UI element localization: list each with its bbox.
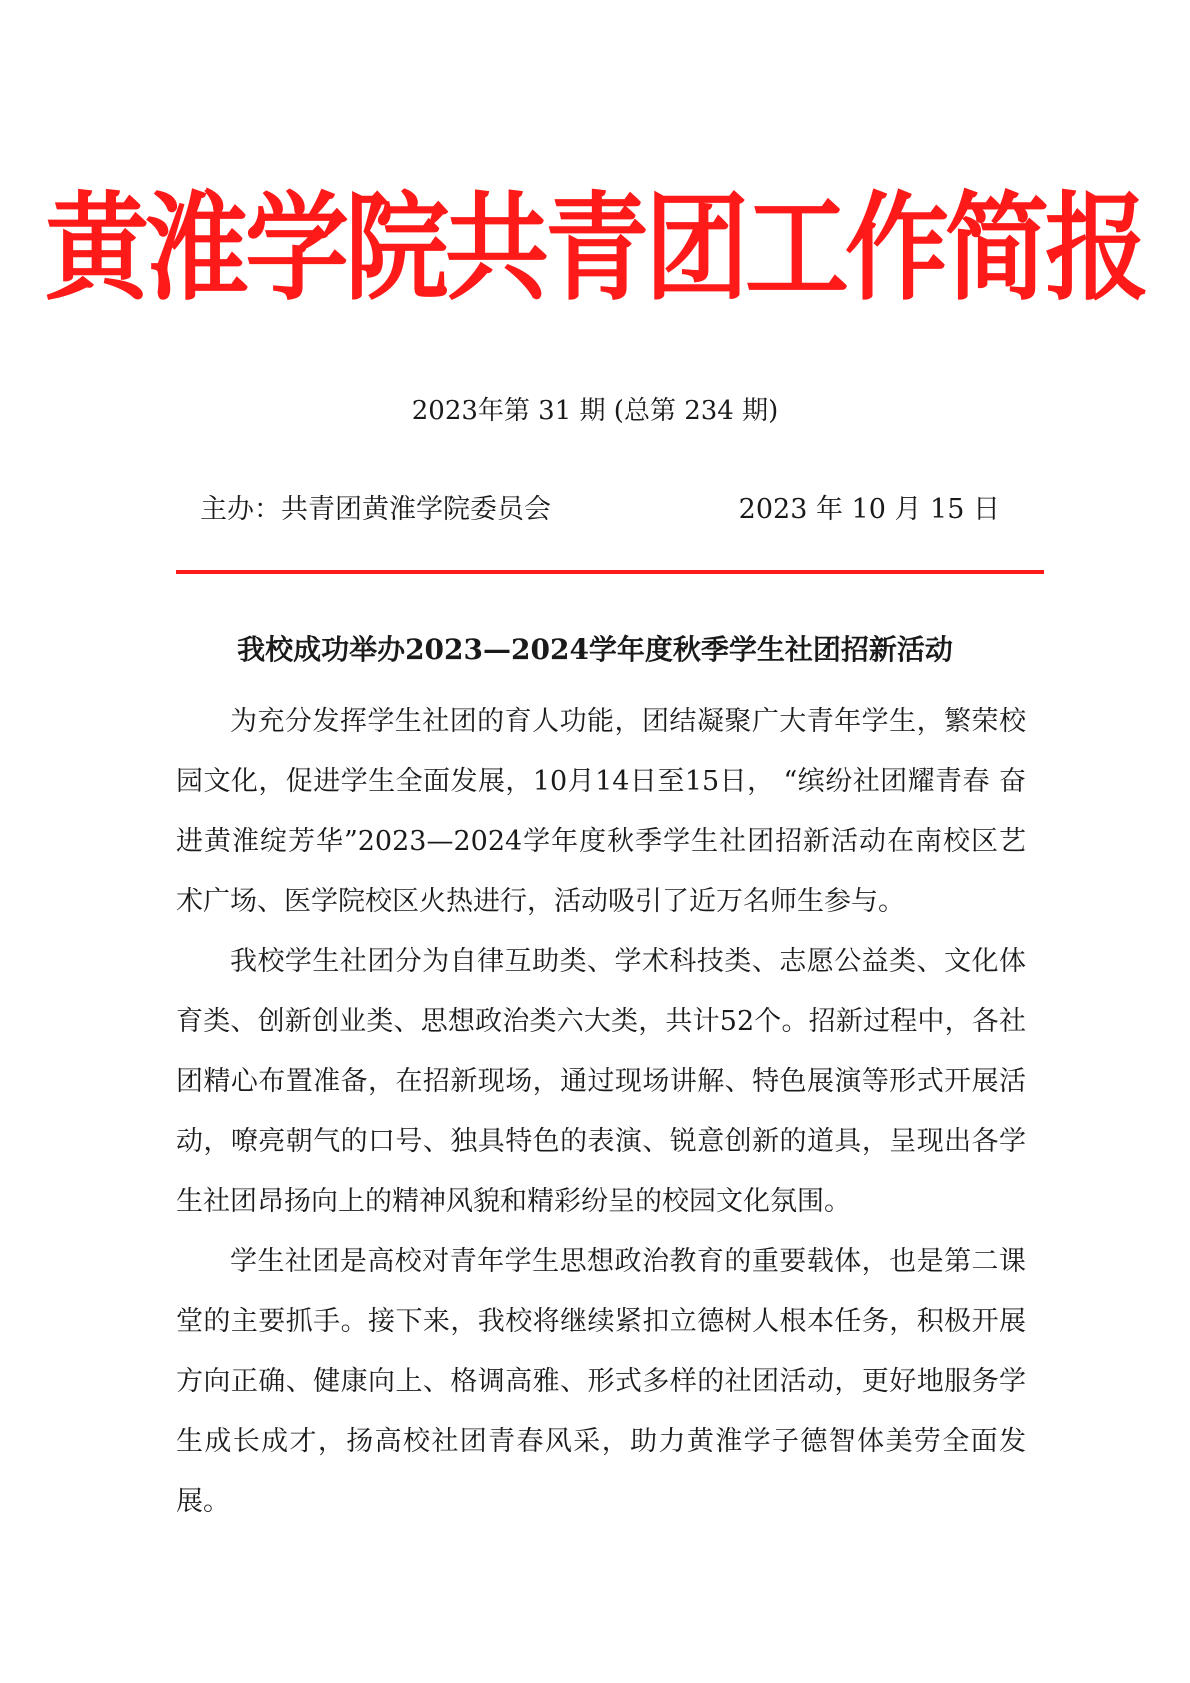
- publication-date: 2023 年 10 月 15 日: [738, 494, 1000, 525]
- article-paragraph: 我校学生社团分为自律互助类、学术科技类、志愿公益类、文化体育类、创新创业类、思想政治类六大类，共计52个。招新过程中，各社团精心布置准备，在招新现场，通过现场讲解、特色展演等形式开展活动，嘹亮朝气的口号、独具特色的表演、锐意创新的道具，呈现出各学生社团昂扬向上的精神风貌和精彩纷呈的校园文化氛围。: [176, 946, 1026, 1217]
- article-body: [176, 692, 1026, 1532]
- article-paragraph: 学生社团是高校对青年学生思想政治教育的重要载体，也是第二课堂的主要抓手。接下来，我校将继续紧扣立德树人根本任务，积极开展方向正确、健康向上、格调高雅、形式多样的社团活动，更好地服务学生成长成才，扬高校社团青春风采，助力黄淮学子德智体美劳全面发展。: [176, 1246, 1026, 1517]
- article-title: 我校成功举办2023—2024学年度秋季学生社团招新活动: [237, 633, 953, 666]
- red-divider: [176, 570, 1044, 574]
- masthead-title: 黄淮学院共青团工作简报: [44, 180, 1145, 317]
- issue-number: 2023年第 31 期 (总第 234 期): [411, 396, 779, 426]
- organizer-line: 主办：共青团黄淮学院委员会: [200, 494, 551, 525]
- article-paragraph: 为充分发挥学生社团的育人功能，团结凝聚广大青年学生，繁荣校园文化，促进学生全面发展，10月14日至15日， “缤纷社团耀青春 奋进黄淮绽芳华”2023—2024学年度秋季学生社团招新活动在南校区艺术广场、医学院校区火热进行，活动吸引了近万名师生参与。: [176, 706, 1026, 917]
